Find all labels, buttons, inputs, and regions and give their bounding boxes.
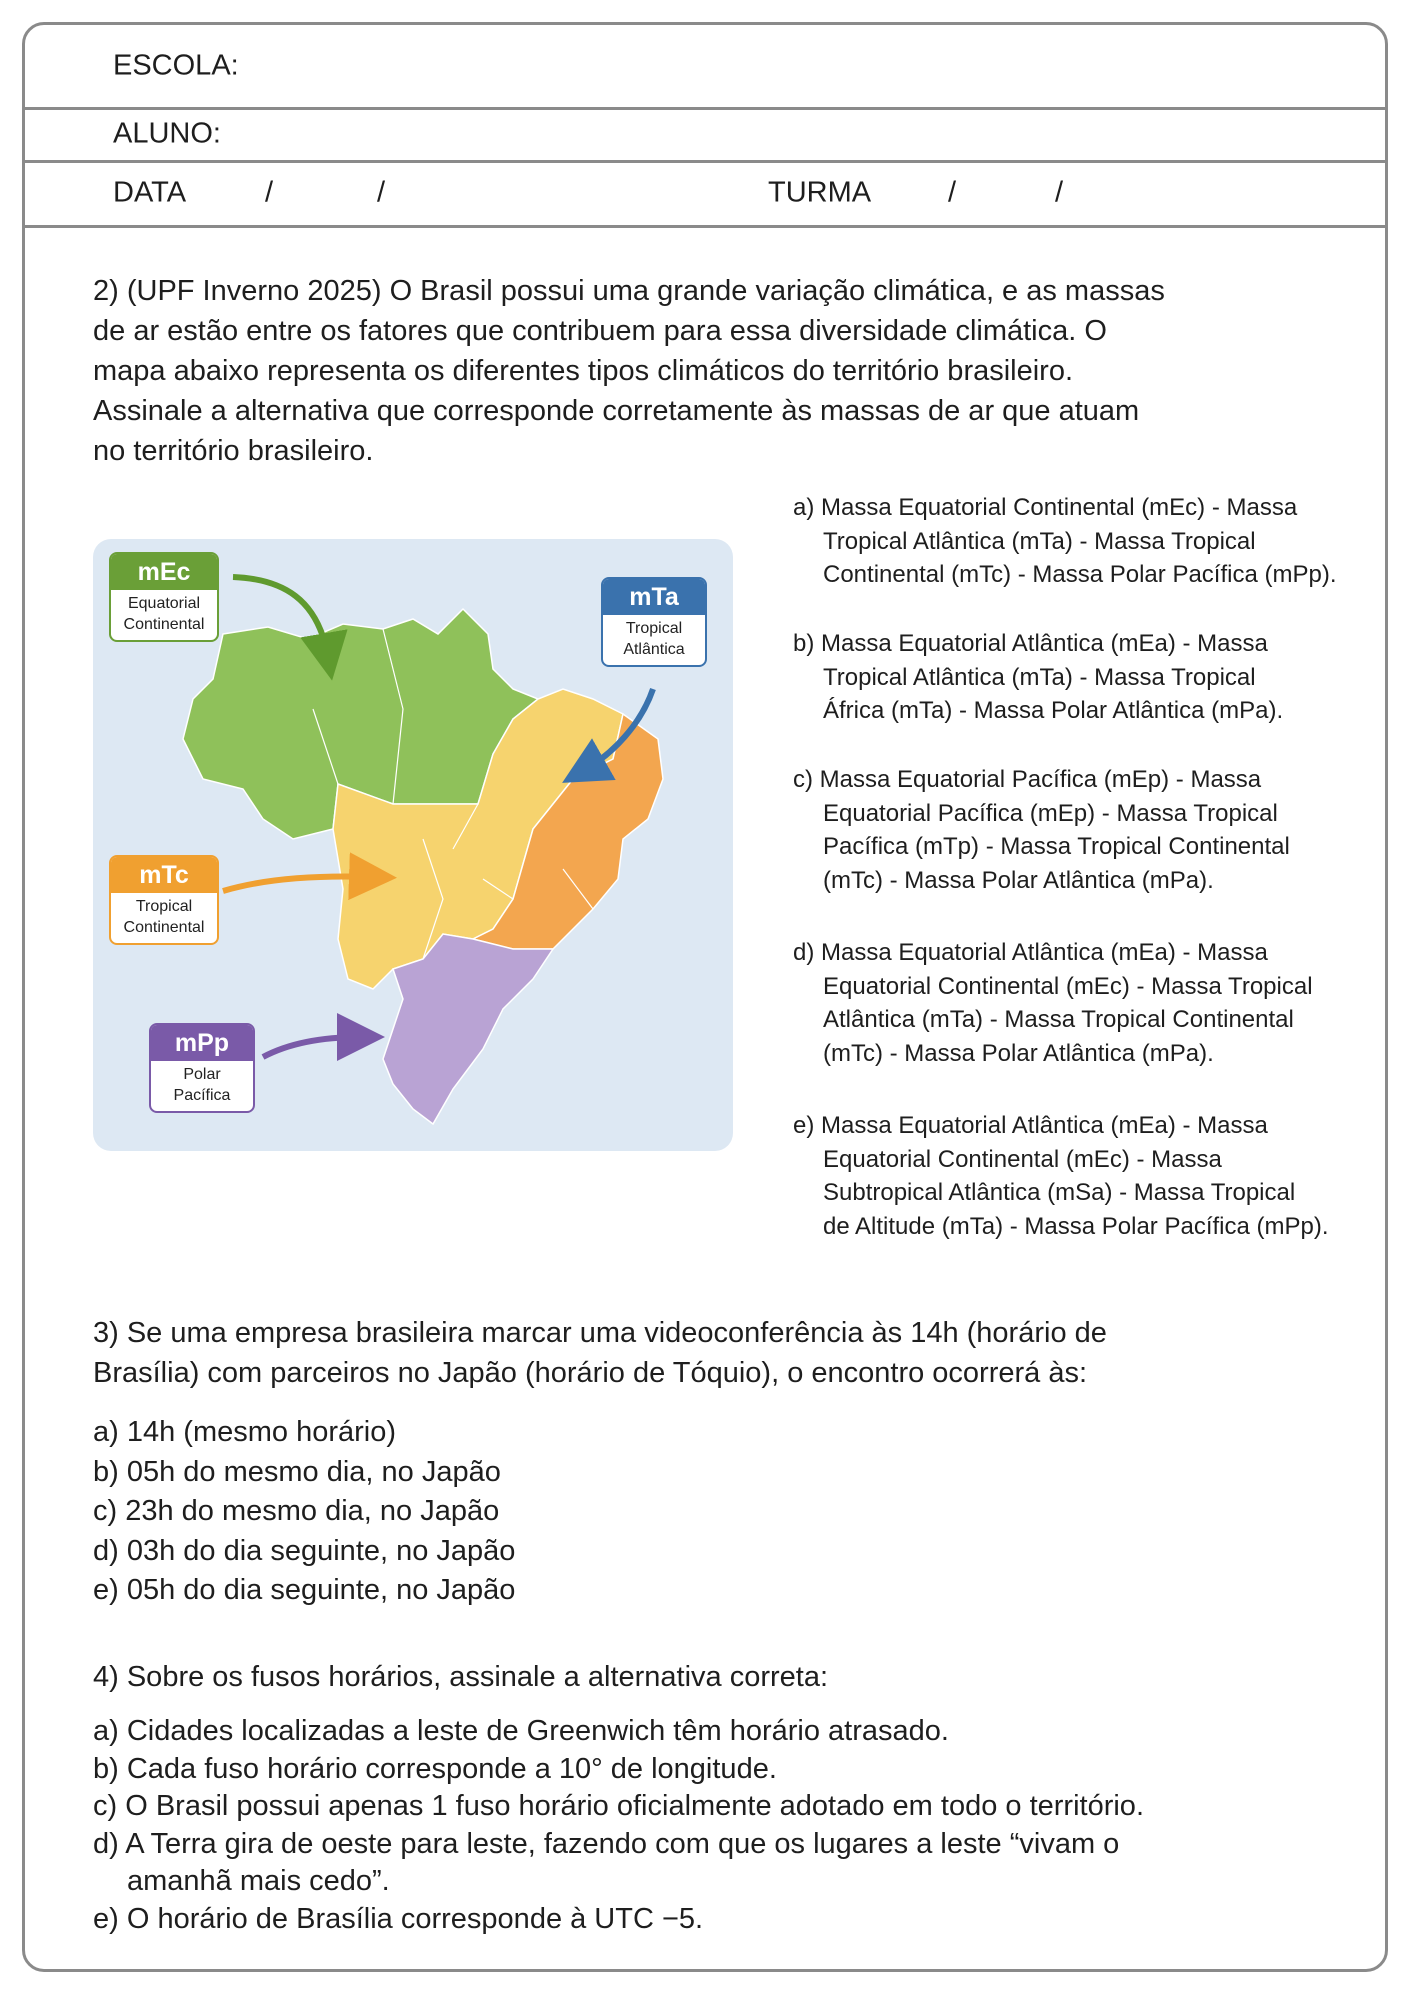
label-mTa — [601, 577, 707, 667]
option-line: Atlântica (mTa) - Massa Tropical Continental — [823, 1006, 1294, 1033]
label-name-line: Pacífica — [173, 1087, 231, 1104]
option-2b[interactable] — [793, 627, 1393, 728]
data-label: DATA — [113, 176, 187, 208]
stem-line: 2) (UPF Inverno 2025) O Brasil possui uma grande variação climática, e as massas — [93, 275, 1165, 307]
option-line: Equatorial Continental (mEc) - Massa — [823, 1145, 1222, 1173]
option-3c[interactable]: c) 23h do mesmo dia, no Japão — [93, 1495, 500, 1527]
label-mTc — [109, 855, 219, 945]
option-2d[interactable] — [793, 936, 1393, 1070]
option-line: Pacífica (mTp) - Massa Tropical Continental — [823, 833, 1290, 860]
option-3b[interactable]: b) 05h do mesmo dia, no Japão — [93, 1455, 501, 1488]
brazil-air-masses-map — [93, 539, 733, 1151]
option-line: e) Massa Equatorial Atlântica (mEa) - Massa — [793, 1112, 1268, 1139]
question-3-options — [93, 1413, 515, 1611]
option-line: c) Massa Equatorial Pacífica (mEp) - Massa — [793, 766, 1262, 793]
label-name-line: Continental — [123, 616, 205, 633]
option-line: (mTc) - Massa Polar Atlântica (mPa). — [823, 866, 1214, 894]
option-4c[interactable]: c) O Brasil possui apenas 1 fuso horário oficialmente adotado em todo o território. — [93, 1790, 1144, 1822]
option-4a[interactable]: a) Cidades localizadas a leste de Greenwich têm horário atrasado. — [93, 1715, 949, 1747]
data-separator: / — [265, 176, 274, 208]
stem-line: no território brasileiro. — [93, 435, 374, 467]
question-3-stem — [93, 1313, 1107, 1393]
option-3d[interactable]: d) 03h do dia seguinte, no Japão — [93, 1534, 516, 1567]
stem-line: mapa abaixo representa os diferentes tipos climáticos do território brasileiro. — [93, 355, 1074, 387]
option-line: a) Massa Equatorial Continental (mEc) - Massa — [793, 494, 1298, 521]
option-2c[interactable] — [793, 763, 1393, 897]
option-2e[interactable] — [793, 1109, 1393, 1243]
option-line: d) A Terra gira de oeste para leste, fazendo com que os lugares a leste “vivam o — [93, 1827, 1120, 1860]
label-name — [603, 615, 705, 665]
label-name-line: Polar — [183, 1066, 221, 1083]
label-code: mTa — [603, 579, 705, 615]
option-line: Subtropical Atlântica (mSa) - Massa Tropical — [823, 1179, 1296, 1206]
option-line: (mTc) - Massa Polar Atlântica (mPa). — [823, 1039, 1214, 1067]
data-separator: / — [377, 176, 386, 208]
label-code: mEc — [111, 554, 217, 590]
escola-label: ESCOLA: — [113, 49, 239, 82]
data-turma-row — [25, 160, 1385, 228]
turma-label: TURMA — [768, 176, 872, 208]
label-name-line: Equatorial — [127, 595, 201, 612]
label-name — [111, 590, 217, 640]
turma-separator: / — [1055, 176, 1064, 208]
stem-line: Brasília) com parceiros no Japão (horário de Tóquio), o encontro ocorrerá às: — [93, 1357, 1088, 1389]
stem-line: 3) Se uma empresa brasileira marcar uma videoconferência às 14h (horário de — [93, 1317, 1107, 1349]
option-4e[interactable]: e) O horário de Brasília corresponde à UTC −5. — [93, 1902, 704, 1935]
label-code: mPp — [151, 1025, 253, 1061]
option-line: África (mTa) - Massa Polar Atlântica (mPa). — [823, 697, 1284, 724]
label-code: mTc — [111, 857, 217, 893]
label-name-line: Atlântica — [623, 641, 685, 658]
option-line: de Altitude (mTa) - Massa Polar Pacífica (mPp). — [823, 1212, 1329, 1240]
label-mPp — [149, 1023, 255, 1113]
option-line: Tropical Atlântica (mTa) - Massa Tropical — [823, 527, 1256, 555]
escola-row — [25, 25, 1385, 110]
option-line: Tropical Atlântica (mTa) - Massa Tropical — [823, 663, 1256, 691]
option-line: b) Massa Equatorial Atlântica (mEa) - Massa — [793, 630, 1268, 657]
aluno-label: ALUNO: — [113, 117, 221, 149]
option-line: Equatorial Continental (mEc) - Massa Tropical — [823, 972, 1313, 1000]
label-name-line: Tropical — [625, 620, 683, 637]
option-line: Equatorial Pacífica (mEp) - Massa Tropical — [823, 799, 1278, 827]
option-line: amanhã mais cedo”. — [127, 1865, 390, 1897]
question-4-stem: 4) Sobre os fusos horários, assinale a alternativa correta: — [93, 1661, 829, 1693]
stem-line: de ar estão entre os fatores que contribuem para essa diversidade climática. O — [93, 315, 1107, 347]
option-3e[interactable]: e) 05h do dia seguinte, no Japão — [93, 1574, 516, 1606]
stem-line: Assinale a alternativa que corresponde corretamente às massas de ar que atuam — [93, 395, 1140, 427]
turma-separator: / — [948, 176, 957, 208]
option-4b[interactable]: b) Cada fuso horário corresponde a 10° de longitude. — [93, 1752, 777, 1785]
aluno-row — [25, 107, 1385, 163]
label-name — [151, 1061, 253, 1111]
question-4-options — [93, 1713, 1144, 1938]
arrow-mPp — [263, 1037, 361, 1057]
worksheet — [22, 22, 1388, 1972]
option-4d[interactable] — [93, 1826, 1144, 1901]
label-mEc — [109, 552, 219, 642]
label-name-line: Tropical — [135, 898, 193, 915]
label-name — [111, 893, 217, 943]
option-line: d) Massa Equatorial Atlântica (mEa) - Massa — [793, 939, 1268, 966]
option-line: Continental (mTc) - Massa Polar Pacífica (mPp). — [823, 561, 1337, 588]
question-2-stem — [93, 271, 1165, 471]
label-name-line: Continental — [123, 919, 205, 936]
option-3a[interactable]: a) 14h (mesmo horário) — [93, 1416, 396, 1448]
option-2a[interactable] — [793, 491, 1393, 592]
